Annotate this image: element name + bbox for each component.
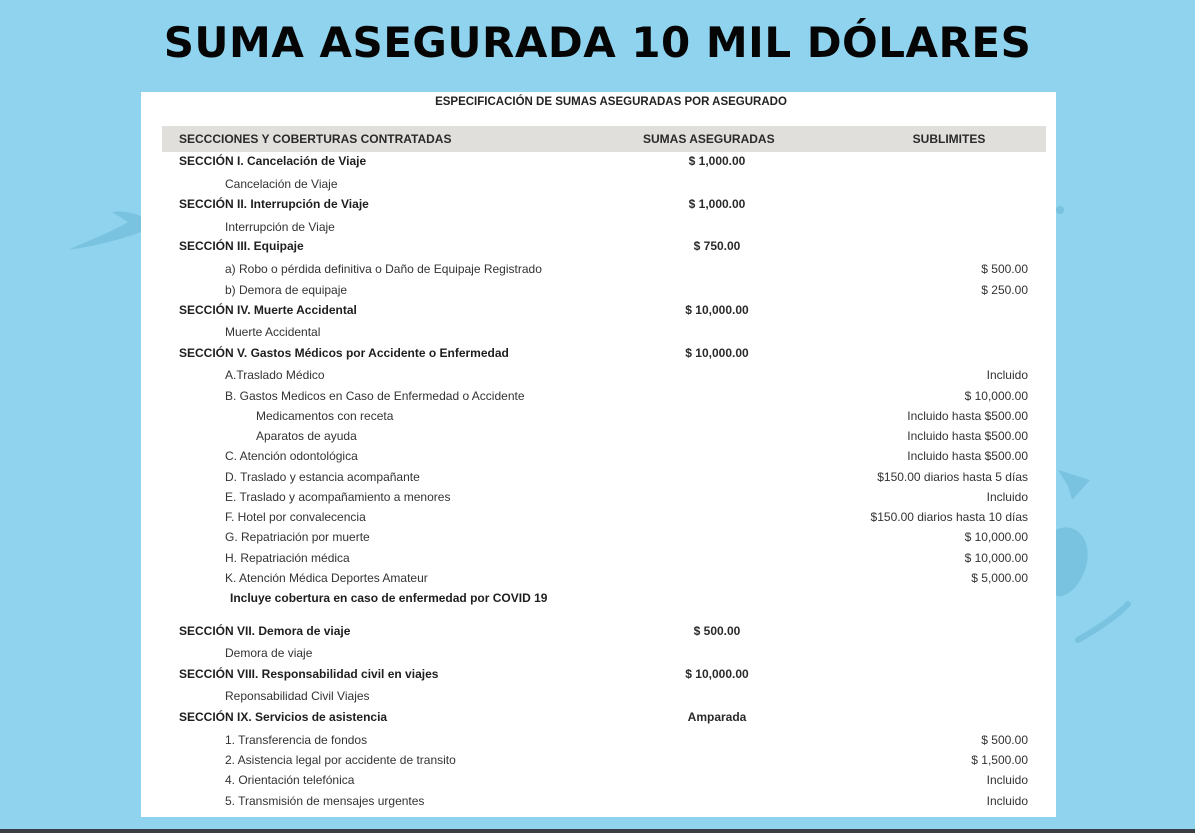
coverage-row [141,751,1056,770]
section-row [141,665,1056,684]
document-heading: ESPECIFICACIÓN DE SUMAS ASEGURADAS POR ASEGURADO [435,96,787,108]
coverage-row [141,407,1056,426]
coverage-label: G. Repatriación por muerte [225,530,370,544]
coverage-row [141,528,1056,547]
dot-deco [1056,206,1064,214]
coverage-row [141,731,1056,750]
sublimit-value: $ 1,500.00 [971,753,1028,767]
sublimit-value: Incluido [986,794,1028,808]
table-header [162,126,1046,152]
sum-insured: $ 1,000.00 [688,154,746,168]
sublimit-value: Incluido [986,773,1028,787]
coverage-label: SECCIÓN III. Equipaje [179,239,304,253]
coverage-row [141,281,1056,300]
coverage-label: Muerte Accidental [225,325,321,339]
coverage-label: 2. Asistencia legal por accidente de transito [225,753,456,767]
sum-insured: $ 500.00 [693,624,741,638]
coverage-row [141,488,1056,507]
sublimit-value: Incluido [986,490,1028,504]
sublimit-value: Incluido [986,368,1028,382]
coverage-label: SECCIÓN I. Cancelación de Viaje [179,154,367,168]
coverage-row [141,323,1056,342]
coverage-row [141,687,1056,706]
coverage-label: H. Repatriación médica [225,551,350,565]
sublimit-value: $ 10,000.00 [964,389,1028,403]
coverage-label: 5. Transmisión de mensajes urgentes [225,794,425,808]
sublimit-value: $ 10,000.00 [964,530,1028,544]
coverage-label: Incluye cobertura en caso de enfermedad por COVID 19 [230,591,548,605]
coverage-row [141,175,1056,194]
coverage-row [141,260,1056,279]
coverage-row [141,427,1056,446]
sublimit-value: Incluido hasta $500.00 [907,409,1028,423]
sum-insured: Amparada [687,710,747,724]
coverage-label: Reponsabilidad Civil Viajes [225,689,370,703]
column-header-sum: SUMAS ASEGURADAS [643,132,775,146]
coverage-label: A.Traslado Médico [225,368,325,382]
bottom-border [0,829,1195,833]
coverage-label: SECCIÓN IV. Muerte Accidental [179,303,357,317]
coverage-row [141,366,1056,385]
section-row [141,344,1056,363]
coverage-label: Aparatos de ayuda [256,429,357,443]
coverage-row [141,589,1056,608]
wave-stroke [1078,604,1128,640]
coverage-row [141,468,1056,487]
sublimit-value: Incluido hasta $500.00 [907,429,1028,443]
sum-insured: $ 10,000.00 [685,346,749,360]
coverage-label: Cancelación de Viaje [225,177,338,191]
coverage-label: D. Traslado y estancia acompañante [225,470,420,484]
coverage-label: SECCIÓN V. Gastos Médicos por Accidente o Enfermedad [179,346,509,360]
coverage-row [141,218,1056,237]
coverage-label: F. Hotel por convalecencia [225,510,366,524]
coverage-row [141,549,1056,568]
coverage-label: 4. Orientación telefónica [225,773,355,787]
island-silhouette [1056,527,1088,596]
section-row [141,301,1056,320]
sum-insured: $ 10,000.00 [685,667,749,681]
section-row [141,152,1056,171]
coverage-label: Demora de viaje [225,646,313,660]
coverage-label: 1. Transferencia de fondos [225,733,368,747]
coverage-label: b) Demora de equipaje [225,283,348,297]
sublimit-value: $150.00 diarios hasta 5 días [877,470,1028,484]
coverage-row [141,387,1056,406]
bird-silhouette-right [1058,470,1090,500]
sum-insured: $ 1,000.00 [688,197,746,211]
coverage-row [141,569,1056,588]
coverage-row [141,792,1056,811]
coverage-label: E. Traslado y acompañamiento a menores [225,490,451,504]
coverage-row [141,771,1056,790]
coverage-label: K. Atención Médica Deportes Amateur [225,571,428,585]
coverage-label: SECCIÓN VII. Demora de viaje [179,624,351,638]
coverage-label: SECCIÓN II. Interrupción de Viaje [179,197,369,211]
page-title: SUMA ASEGURADA 10 MIL DÓLARES [163,18,1032,67]
coverage-row [141,508,1056,527]
column-header-coverage: SECCCIONES Y COBERTURAS CONTRATADAS [179,132,452,146]
coverage-label: SECCIÓN VIII. Responsabilidad civil en viajes [179,667,439,681]
section-row [141,708,1056,727]
coverage-row [141,447,1056,466]
coverage-label: a) Robo o pérdida definitiva o Daño de Equipaje Registrado [225,262,542,276]
sum-insured: $ 10,000.00 [685,303,749,317]
section-row [141,622,1056,641]
sublimit-value: Incluido hasta $500.00 [907,449,1028,463]
sublimit-value: $ 500.00 [981,733,1028,747]
coverage-document [141,92,1056,817]
sublimit-value: $ 10,000.00 [964,551,1028,565]
coverage-label: B. Gastos Medicos en Caso de Enfermedad o Accidente [225,389,525,403]
sublimit-value: $ 250.00 [981,283,1028,297]
coverage-row [141,644,1056,663]
coverage-label: C. Atención odontológica [225,449,358,463]
sum-insured: $ 750.00 [693,239,741,253]
sublimit-value: $ 500.00 [981,262,1028,276]
coverage-label: Interrupción de Viaje [225,220,335,234]
column-header-sublimit: SUBLIMITES [912,132,986,146]
section-row [141,237,1056,256]
coverage-label: Medicamentos con receta [256,409,394,423]
sublimit-value: $150.00 diarios hasta 10 días [870,510,1028,524]
coverage-label: SECCIÓN IX. Servicios de asistencia [179,710,388,724]
section-row [141,195,1056,214]
sublimit-value: $ 5,000.00 [971,571,1028,585]
